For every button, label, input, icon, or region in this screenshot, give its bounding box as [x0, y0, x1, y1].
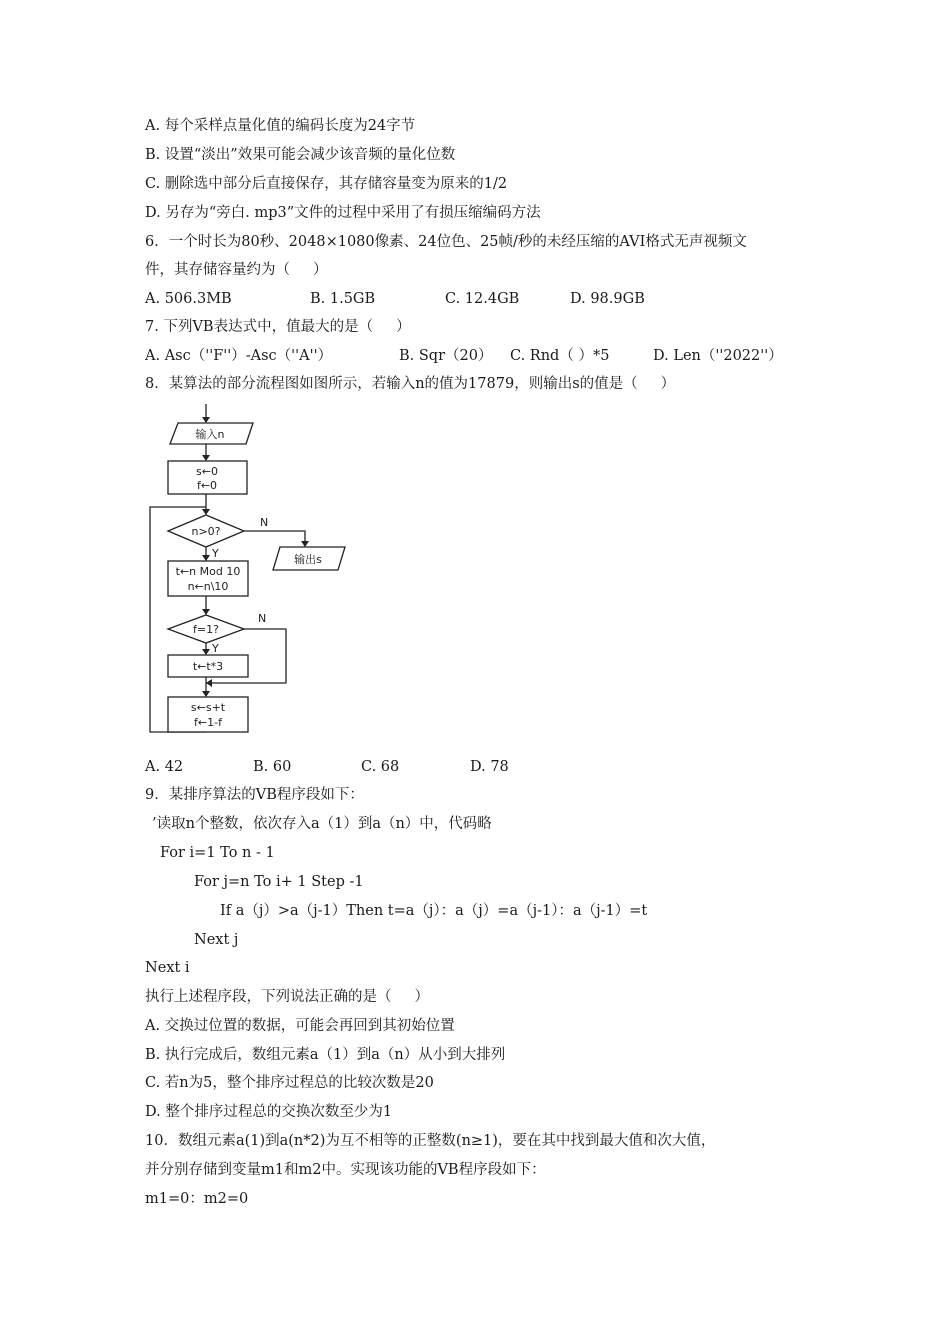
input-label: 输入n: [195, 428, 225, 441]
div-label: n←n\10: [187, 580, 229, 593]
yes-label-2: Y: [212, 642, 219, 655]
init-f-label: f←0: [196, 479, 218, 492]
yes-label-1: Y: [212, 547, 219, 560]
q6-option-a: A. 506.3MB: [145, 291, 232, 307]
no-label-1: N: [260, 516, 269, 529]
q9-code-next-j: Next j: [194, 932, 239, 948]
q9-code-comment: ’读取n个整数，依次存入a（1）到a（n）中，代码略: [152, 816, 492, 832]
q7-option-a: A. Asc（''F''）-Asc（''A''）: [145, 348, 333, 364]
q9-code-for-j: For j=n To i+ 1 Step -1: [194, 874, 364, 890]
output-label: 输出s: [294, 553, 322, 566]
q8-option-c: C. 68: [361, 759, 400, 775]
q6-option-c: C. 12.4GB: [445, 291, 520, 307]
q8-option-b: B. 60: [253, 759, 292, 775]
q5-option-d: D. 另存为“旁白. mp3”文件的过程中采用了有损压缩编码方法: [145, 205, 541, 221]
q10-code-line1: m1=0：m2=0: [145, 1191, 249, 1207]
q10-stem-line2: 并分别存储到变量m1和m2中。实现该功能的VB程序段如下：: [145, 1162, 546, 1178]
q8-flowchart: [140, 400, 355, 750]
q9-option-b: B. 执行完成后，数组元素a（1）到a（n）从小到大排列: [145, 1047, 506, 1063]
q6-option-b: B. 1.5GB: [310, 291, 376, 307]
q9-option-d: D. 整个排序过程总的交换次数至少为1: [145, 1104, 393, 1120]
q9-code-next-i: Next i: [145, 960, 190, 976]
init-s-label: s←0: [196, 465, 218, 478]
q9-option-c: C. 若n为5，整个排序过程总的比较次数是20: [145, 1075, 434, 1091]
q5-option-c: C. 删除选中部分后直接保存，其存储容量变为原来的1/2: [145, 176, 508, 192]
q9-question: 执行上述程序段，下列说法正确的是（ ）: [145, 989, 430, 1005]
q9-stem: 9．某排序算法的VB程序段如下：: [145, 787, 364, 803]
q9-option-a: A. 交换过位置的数据，可能会再回到其初始位置: [145, 1018, 455, 1034]
q7-option-b: B. Sqr（20）: [399, 348, 493, 364]
condition-f-label: f=1?: [193, 623, 219, 636]
q9-code-if: If a（j）>a（j-1）Then t=a（j）：a（j）=a（j-1）：a（j-1）=t: [220, 903, 648, 919]
q9-code-for-i: For i=1 To n - 1: [160, 845, 275, 861]
q6-stem-line1: 6．一个时长为80秒、2048×1080像素、24位色、25帧/秒的未经压缩的AVI格式无声视频文: [145, 234, 747, 250]
q8-stem: 8．某算法的部分流程图如图所示，若输入n的值为17879，则输出s的值是（ ）: [145, 376, 676, 392]
q10-stem-line1: 10．数组元素a(1)到a(n*2)为互不相等的正整数(n≥1)，要在其中找到最大值和次大值，: [145, 1133, 716, 1149]
q5-option-a: A. 每个采样点量化值的编码长度为24字节: [145, 118, 416, 134]
q7-option-d: D. Len（''2022''）: [653, 348, 783, 364]
q6-stem-line2: 件，其存储容量约为（ ）: [145, 262, 328, 278]
q8-option-a: A. 42: [145, 759, 184, 775]
q6-option-d: D. 98.9GB: [570, 291, 645, 307]
mod-label: t←n Mod 10: [175, 565, 241, 578]
triple-label: t←t*3: [192, 660, 224, 673]
q8-option-d: D. 78: [470, 759, 509, 775]
q7-option-c: C. Rnd（ ）*5: [510, 348, 610, 364]
toggle-label: f←1-f: [194, 716, 222, 729]
sum-label: s←s+t: [190, 701, 226, 714]
q7-stem: 7. 下列VB表达式中，值最大的是（ ）: [145, 319, 411, 335]
no-label-2: N: [258, 612, 267, 625]
q5-option-b: B. 设置“淡出”效果可能会减少该音频的量化位数: [145, 147, 456, 163]
condition-n-label: n>0?: [191, 525, 221, 538]
